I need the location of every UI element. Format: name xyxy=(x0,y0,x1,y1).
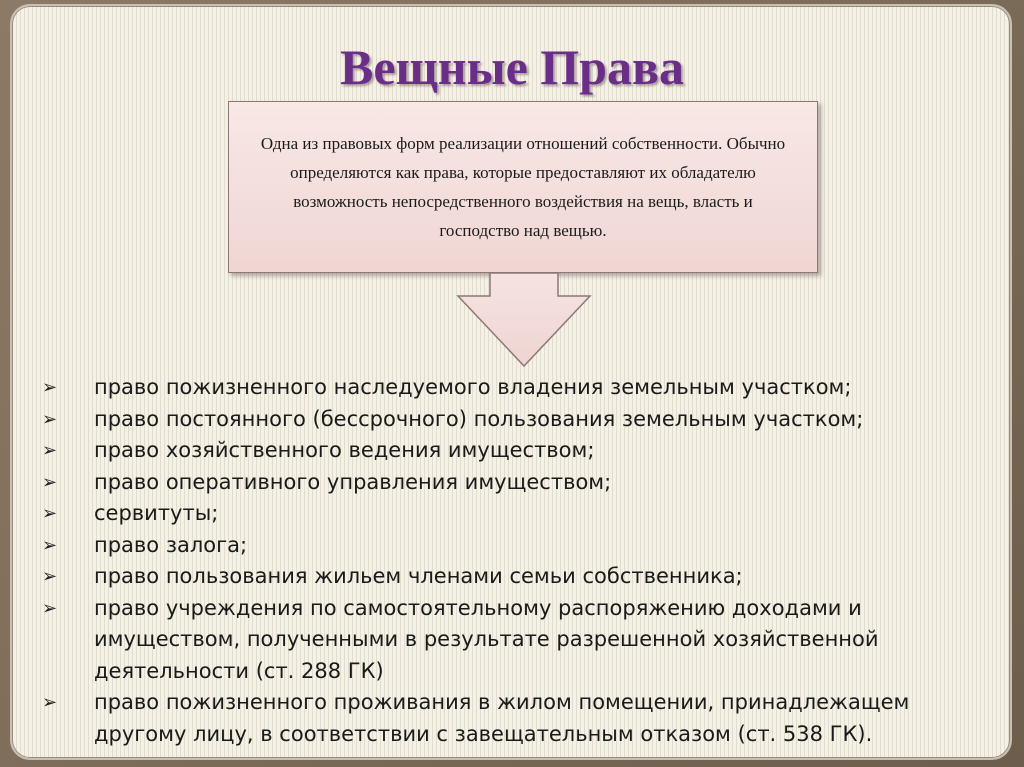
arrow-bullet-icon: ➢ xyxy=(42,377,58,398)
list-item xyxy=(40,372,970,404)
list-item-text: право пожизненного наследуемого владения земельным участком; xyxy=(94,375,852,399)
list-item xyxy=(40,530,970,562)
list-item-text: право залога; xyxy=(94,532,248,557)
list-item-text: право пользования жильем членами семьи собственника; xyxy=(94,564,743,588)
arrow-bullet-icon: ➢ xyxy=(42,534,58,556)
list-item-text: право хозяйственного ведения имуществом; xyxy=(94,438,595,462)
rights-list xyxy=(40,372,970,750)
list-item xyxy=(40,561,970,593)
list-item-text: право пожизненного проживания в жилом помещении, принадлежащем другому лицу, в соответствии с завещательным отказом (ст. 538 ГК). xyxy=(94,690,910,746)
arrow-bullet-icon: ➢ xyxy=(42,597,58,619)
list-item xyxy=(40,593,970,688)
list-item-text: право постоянного (бессрочного) пользования земельным участком; xyxy=(94,406,864,431)
list-item-text: право оперативного управления имуществом; xyxy=(94,469,612,494)
list-item xyxy=(40,687,970,750)
list-item xyxy=(40,435,970,467)
arrow-bullet-icon: ➢ xyxy=(42,566,58,587)
list-item-text: сервитуты; xyxy=(94,501,219,525)
arrow-bullet-icon: ➢ xyxy=(42,503,58,524)
definition-box xyxy=(228,101,818,273)
list-item xyxy=(40,498,970,530)
list-item xyxy=(40,404,970,436)
list-item xyxy=(40,467,970,499)
arrow-bullet-icon: ➢ xyxy=(42,440,58,461)
down-arrow-icon xyxy=(456,272,592,368)
arrow-bullet-icon: ➢ xyxy=(42,408,58,430)
list-item-text: право учреждения по самостоятельному распоряжению доходами и имуществом, полученными в результате разрешенной хозяйственной деятельности (ст. 288 ГК) xyxy=(94,595,879,683)
slide-title: Вещные Права xyxy=(340,39,684,95)
arrow-bullet-icon: ➢ xyxy=(42,692,58,713)
arrow-bullet-icon: ➢ xyxy=(42,471,58,493)
definition-text: Одна из правовых форм реализации отношений собственности. Обычно определяются как права, которые предоставляют их обладателю возможность непосредственного воздействия на вещь, власть и господство над вещью. xyxy=(260,134,786,240)
